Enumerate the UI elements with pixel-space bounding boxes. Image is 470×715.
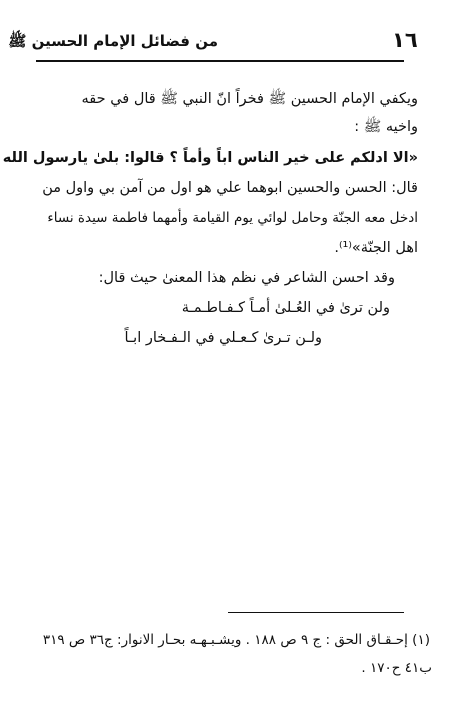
body-line-2: واخيه ﷺ : xyxy=(354,119,418,135)
footnote-line-2: ب٤١ ح١٧٠ . xyxy=(361,660,432,676)
poem-intro: وقد احسن الشاعر في نظم هذا المعنىٰ حيث قال: xyxy=(98,270,395,286)
hadith-line-2: قال: الحسن والحسين ابوهما علي هو اول من آمن بي واول من xyxy=(42,180,418,196)
verse-first-hemistich: ولن ترىٰ في العُـلىٰ أمـاً كـفـاطـمـة xyxy=(181,300,390,316)
hadith-line-4: اهل الجنّة»⁽¹⁾. xyxy=(334,240,418,256)
footnote-rule xyxy=(228,612,404,613)
body-line-1: ويكفي الإمام الحسين ﷺ فخراً انّ النبي ﷺ قال في حقه xyxy=(81,91,418,107)
header-rule xyxy=(36,60,404,62)
page-number: ١٦ xyxy=(392,28,418,52)
running-header-title: من فضائل الإمام الحسين ﷺ xyxy=(8,32,218,50)
footnote-line-1: (١) إحـقـاق الحق : ج ٩ ص ١٨٨ . ويشـبـهـه بحـار الانوار: ج٣٦ ص ٣١٩ xyxy=(42,632,430,648)
hadith-line-3: ادخل معه الجنّة وحامل لوائي يوم القيامة وأمهما فاطمة سيدة نساء xyxy=(47,210,418,226)
verse-second-hemistich: ولـن تـرىٰ كـعـلي في الـفـخار ابـاً xyxy=(124,330,322,346)
hadith-line-1: «الا ادلكم على خير الناس اباً وأماً ؟ قالوا: بلىٰ يارسول الله xyxy=(2,150,418,166)
